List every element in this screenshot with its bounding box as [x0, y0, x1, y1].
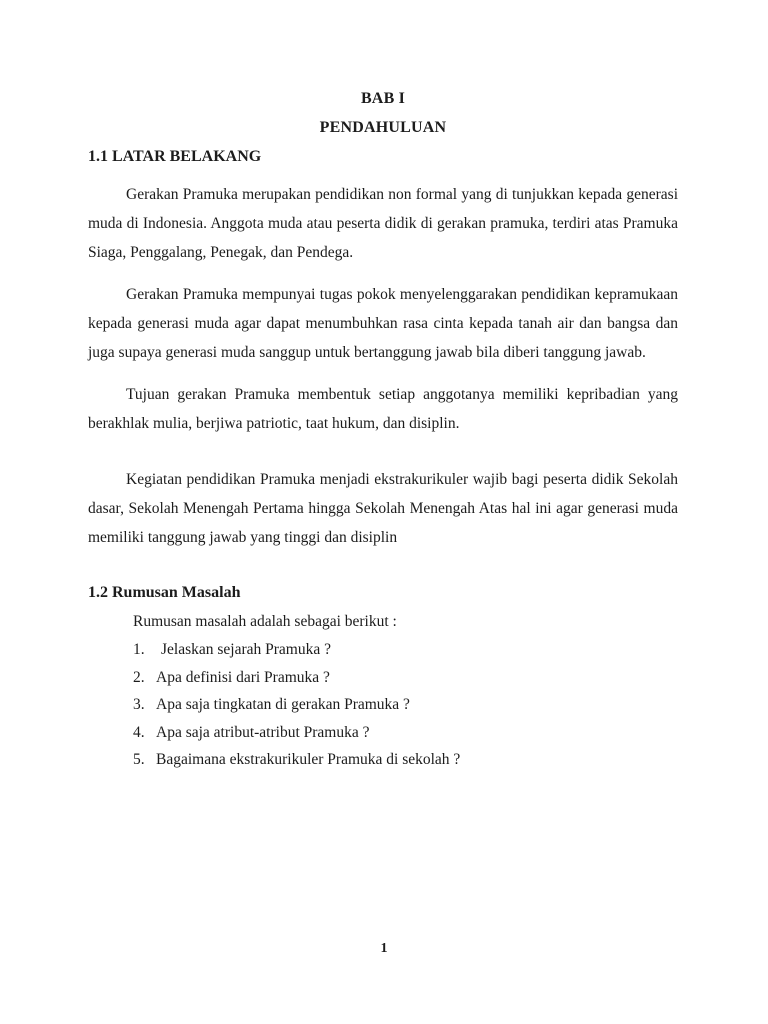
- list-item-text: Jelaskan sejarah Pramuka ?: [161, 641, 332, 658]
- paragraph: Kegiatan pendidikan Pramuka menjadi ekstrakurikuler wajib bagi peserta didik Sekolah dasar, Sekolah Menengah Pertama hingga Sekolah Menengah Atas hal ini agar generasi muda memiliki tanggung jawab yang tinggi dan disiplin: [88, 471, 678, 546]
- list-item-text: Apa definisi dari Pramuka ?: [156, 668, 330, 686]
- list-item-text: Bagaimana ekstrakurikuler Pramuka di sekolah ?: [156, 751, 461, 768]
- list-intro: Rumusan masalah adalah sebagai berikut :: [133, 613, 397, 630]
- list-item-text: Apa saja atribut-atribut Pramuka ?: [156, 723, 370, 741]
- paragraph: Gerakan Pramuka mempunyai tugas pokok menyelenggarakan pendidikan kepramukaan kepada generasi muda agar dapat menumbuhkan rasa cinta kepada tanah air dan bangsa dan juga supaya generasi muda sanggup untuk bertanggung jawab bila diberi tanggung jawab.: [88, 286, 678, 361]
- page-number: 1: [380, 941, 388, 956]
- list-item: [133, 691, 678, 719]
- paragraph: Gerakan Pramuka merupakan pendidikan non formal yang di tunjukkan kepada generasi muda di Indonesia. Anggota muda atau peserta didik di gerakan pramuka, terdiri atas Pramuka Siaga, Penggalang, Penegak, dan Pendega.: [88, 186, 678, 261]
- list-item-text: Apa saja tingkatan di gerakan Pramuka ?: [156, 696, 410, 713]
- list-item-number: 1.: [133, 641, 145, 658]
- list-item: [133, 664, 678, 692]
- paragraph: Tujuan gerakan Pramuka membentuk setiap anggotanya memiliki kepribadian yang berakhlak mulia, berjiwa patriotic, taat hukum, dan disiplin.: [88, 386, 678, 432]
- chapter-title: BAB I: [360, 90, 406, 107]
- list-item-number: 2.: [133, 668, 145, 686]
- list-item-number: 4.: [133, 723, 145, 741]
- list-item: [133, 746, 678, 774]
- list-item: [133, 719, 678, 747]
- section-heading-latar-belakang: 1.1 LATAR BELAKANG: [88, 148, 262, 165]
- chapter-subtitle: PENDAHULUAN: [319, 119, 447, 136]
- list-item-number: 5.: [133, 751, 145, 768]
- section-heading-rumusan-masalah: 1.2 Rumusan Masalah: [88, 584, 241, 601]
- document-content: [88, 84, 678, 774]
- list-item-number: 3.: [133, 696, 145, 713]
- numbered-list: [88, 636, 678, 774]
- list-item: [133, 636, 678, 664]
